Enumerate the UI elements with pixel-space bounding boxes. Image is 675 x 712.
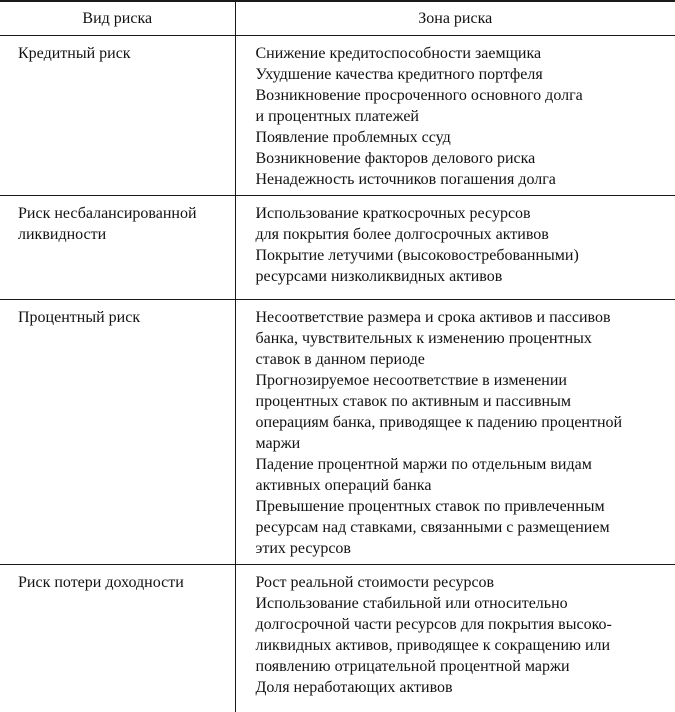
risk-zone-line: для покрытия более долгосрочных активов [256, 224, 672, 245]
risk-zone-line: ставок в данном периоде [256, 349, 672, 370]
risk-zone-line: ликвидных активов, приводящее к сокращению или [256, 635, 672, 656]
risk-zone-cell [235, 300, 675, 565]
risk-type-cell [0, 196, 235, 300]
risk-zone-line: Использование стабильной или относительно [256, 593, 672, 614]
risk-zone-line: активных операций банка [256, 475, 672, 496]
table-row [0, 36, 675, 196]
risk-type-line: Кредитный риск [18, 43, 229, 64]
risk-zone-line: этих ресурсов [256, 538, 672, 559]
table-row [0, 300, 675, 565]
risk-zone-line: Прогнозируемое несоответствие в изменении [256, 370, 672, 391]
risk-zone-line: Возникновение просроченного основного долга [256, 85, 672, 106]
risk-zone-line: ресурсам над ставками, связанными с размещением [256, 517, 672, 538]
table-row [0, 196, 675, 300]
risk-zone-line: маржи [256, 433, 672, 454]
table-row [0, 565, 675, 712]
risk-zone-line: Появление проблемных ссуд [256, 127, 672, 148]
risk-zone-line: Ненадежность источников погашения долга [256, 169, 672, 190]
header-row [0, 1, 675, 36]
header-risk-zone: Зона риска [235, 1, 675, 36]
risk-zone-line: Покрытие летучими (высоковостребованными) [256, 245, 672, 266]
risk-type-cell [0, 565, 235, 712]
risk-zone-line: долгосрочной части ресурсов для покрытия высоко- [256, 614, 672, 635]
risk-zone-line: Снижение кредитоспособности заемщика [256, 43, 672, 64]
risk-zone-cell [235, 196, 675, 300]
risk-type-line: Процентный риск [18, 307, 229, 328]
risk-zone-line: процентных ставок по активным и пассивным [256, 391, 672, 412]
risk-zone-line: Доля неработающих активов [256, 677, 672, 698]
risk-zone-line: Ухудшение качества кредитного портфеля [256, 64, 672, 85]
risk-zone-line: Несоответствие размера и срока активов и пассивов [256, 307, 672, 328]
risk-type-line: Риск потери доходности [18, 572, 229, 593]
risk-zone-line: Использование краткосрочных ресурсов [256, 203, 672, 224]
risk-zone-line: Возникновение факторов делового риска [256, 148, 672, 169]
header-risk-type: Вид риска [0, 1, 235, 36]
table-header [0, 1, 675, 36]
risk-type-cell [0, 300, 235, 565]
risk-zone-cell [235, 36, 675, 196]
table-body [0, 36, 675, 712]
risk-zone-line: Падение процентной маржи по отдельным видам [256, 454, 672, 475]
risk-zone-line: появлению отрицательной процентной маржи [256, 656, 672, 677]
risk-type-cell [0, 36, 235, 196]
risk-zone-line: операциям банка, приводящее к падению процентной [256, 412, 672, 433]
risk-zone-cell [235, 565, 675, 712]
risk-zone-line: Превышение процентных ставок по привлеченным [256, 496, 672, 517]
risk-type-line: ликвидности [18, 224, 229, 245]
risk-zone-line: банка, чувствительных к изменению процентных [256, 328, 672, 349]
risk-type-line: Риск несбалансированной [18, 203, 229, 224]
risk-zone-line: Рост реальной стоимости ресурсов [256, 572, 672, 593]
risk-zone-line: ресурсами низколиквидных активов [256, 266, 672, 287]
risk-zone-line: и процентных платежей [256, 106, 672, 127]
